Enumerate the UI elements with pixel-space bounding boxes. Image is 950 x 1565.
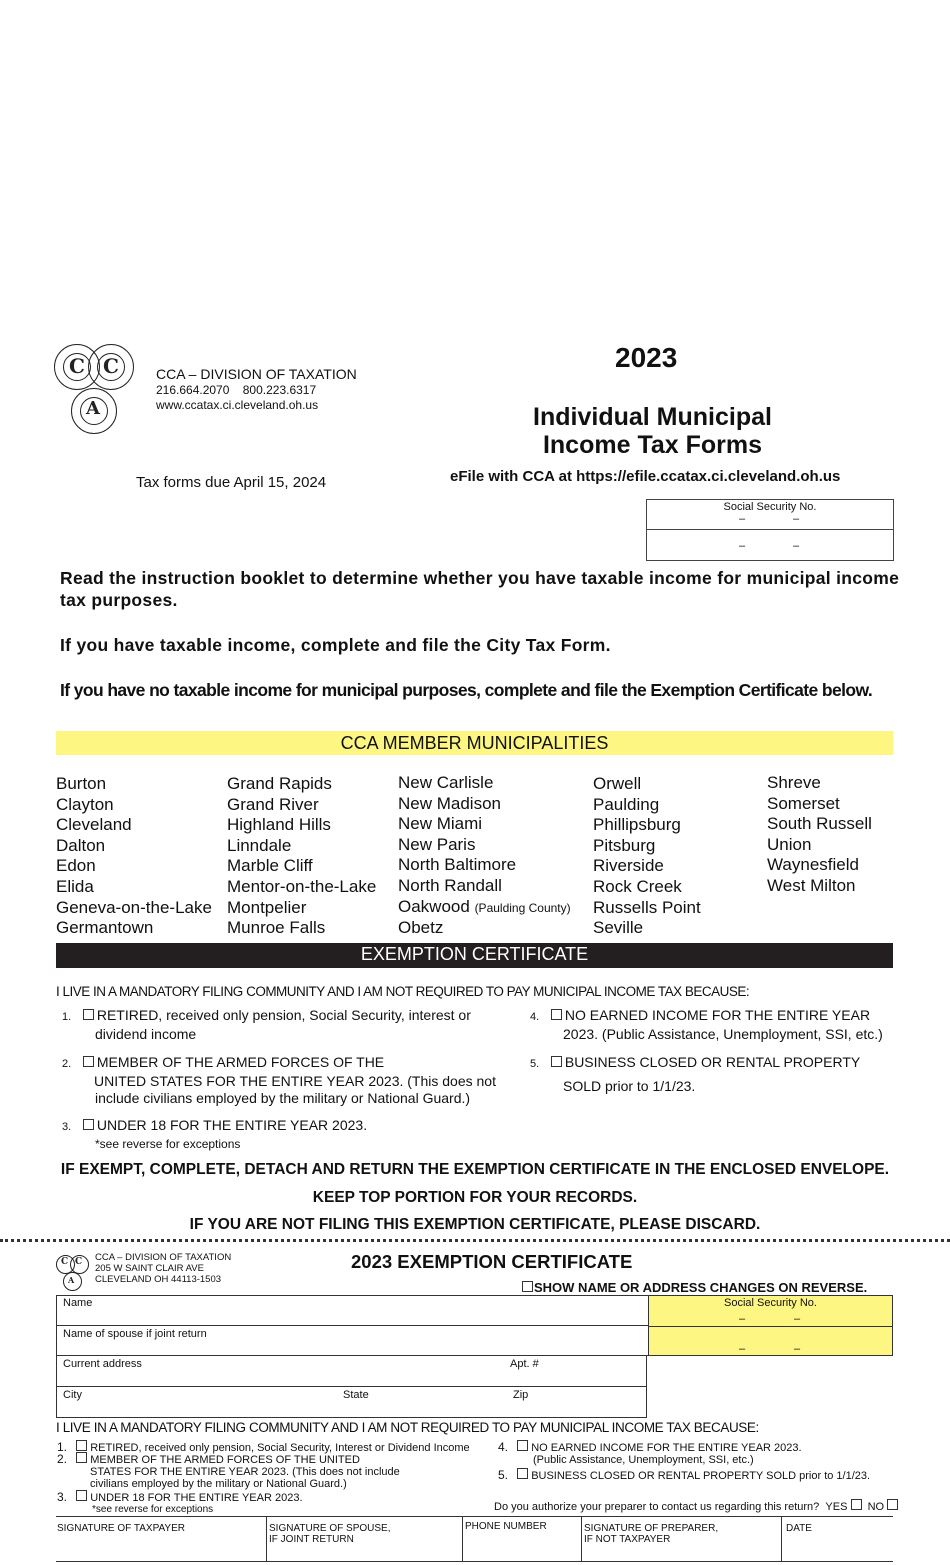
reason-2[interactable]: 2. MEMBER OF THE ARMED FORCES OF THE UNITED STATES FOR THE ENTIRE YEAR 2023. (This does not include civilians employed by the military or National Guard.) (62, 1054, 496, 1106)
cert-reason-1-checkbox[interactable] (76, 1440, 87, 1451)
list-item: Paulding (593, 794, 660, 814)
reason-1-checkbox[interactable] (83, 1009, 94, 1020)
ssn-box: Social Security No. – – – – (646, 499, 894, 561)
list-item: Linndale (227, 835, 292, 855)
list-item: Mentor-on-the-Lake (227, 876, 377, 896)
list-item: North Randall (398, 875, 502, 895)
list-item: Germantown (56, 918, 154, 938)
list-item: Grand Rapids (227, 774, 332, 793)
spouse-ssn-field[interactable] (649, 1327, 892, 1356)
signature-row (56, 1516, 893, 1562)
list-item: Dalton (56, 835, 106, 855)
instruction-3: If you have no taxable income for municipal purposes, complete and file the Exemption Certificate below. (60, 680, 873, 700)
reason-5[interactable]: 5. BUSINESS CLOSED OR RENTAL PROPERTY SOLD prior to 1/1/23. (530, 1054, 861, 1094)
date-field[interactable]: DATE (781, 1517, 894, 1561)
reason-2-checkbox[interactable] (83, 1056, 94, 1067)
show-changes-checkbox[interactable] (522, 1281, 533, 1292)
taxpayer-signature-field[interactable]: SIGNATURE OF TAXPAYER (57, 1523, 185, 1534)
due-date: Tax forms due April 15, 2024 (136, 474, 327, 491)
list-item: Cleveland (56, 815, 132, 835)
name-field[interactable]: Name (56, 1295, 648, 1326)
list-item: Phillipsburg (593, 815, 681, 835)
list-item: Somerset (767, 793, 840, 813)
list-item: Clayton (56, 794, 114, 814)
list-item: Burton (56, 774, 107, 793)
municipality-column-1 (56, 774, 212, 939)
list-item: Riverside (593, 856, 664, 876)
phone-number-field[interactable]: PHONE NUMBER (462, 1517, 582, 1561)
reason-3[interactable]: 3. UNDER 18 FOR THE ENTIRE YEAR 2023. *see reverse for exceptions (62, 1117, 368, 1151)
list-item: Pitsburg (593, 835, 656, 855)
list-item: North Baltimore (398, 855, 517, 875)
agency-name: CCA – DIVISION OF TAXATION (156, 366, 357, 382)
city-state-zip-field[interactable]: City State Zip (56, 1386, 647, 1418)
list-item: New Carlisle (398, 773, 494, 792)
cca-logo: C C A (54, 344, 134, 436)
agency-website: www.ccatax.ci.cleveland.oh.us (156, 398, 319, 412)
notice-keep: KEEP TOP PORTION FOR YOUR RECORDS. (312, 1189, 638, 1206)
certificate-intro: I LIVE IN A MANDATORY FILING COMMUNITY AND I AM NOT REQUIRED TO PAY MUNICIPAL INCOME TAX BECAUSE: (56, 1420, 759, 1435)
ssn-area: Social Security No. – – – – (648, 1295, 893, 1356)
list-item: Union (767, 834, 812, 854)
yes-checkbox[interactable] (851, 1499, 862, 1510)
ssn-field[interactable] (649, 1310, 892, 1326)
list-item: Obetz (398, 918, 444, 938)
cert-reason-5[interactable]: 5. BUSINESS CLOSED OR RENTAL PROPERTY SOLD prior to 1/1/23. (498, 1468, 871, 1482)
list-item: Shreve (767, 773, 821, 792)
certificate-title: 2023 EXEMPTION CERTIFICATE (351, 1251, 633, 1272)
instruction-1: Read the instruction booklet to determine whether you have taxable income for municipal income tax purposes. (60, 568, 900, 610)
cca-logo-small: C C A (56, 1255, 88, 1291)
municipality-column-3 (398, 773, 571, 939)
detach-line (0, 1239, 950, 1242)
preparer-authorization: Do you authorize your preparer to contact us regarding this return? YES NO (494, 1499, 901, 1513)
municipality-column-5 (767, 773, 872, 897)
list-item: Edon (56, 856, 96, 876)
list-item: Munroe Falls (227, 918, 326, 938)
cert-reason-2-checkbox[interactable] (76, 1452, 87, 1463)
ssn-input-top[interactable] (647, 512, 893, 528)
certificate-agency: CCA – DIVISION OF TAXATION 205 W SAINT CLAIR AVE CLEVELAND OH 44113-1503 (95, 1252, 232, 1285)
list-item: Rock Creek (593, 876, 682, 896)
list-item: West Milton (767, 875, 856, 895)
list-item: Montpelier (227, 897, 307, 917)
list-item: Seville (593, 918, 644, 938)
preparer-signature-field[interactable]: SIGNATURE OF PREPARER, IF NOT TAXPAYER (581, 1517, 782, 1561)
ssn-input-bottom[interactable] (647, 531, 893, 558)
list-item: Oakwood (Paulding County) (398, 896, 571, 916)
municipality-column-4 (593, 774, 701, 939)
reason-4-checkbox[interactable] (551, 1009, 562, 1020)
agency-phones: 216.664.2070 800.223.6317 (156, 383, 317, 397)
no-checkbox[interactable] (887, 1499, 898, 1510)
list-item: New Miami (398, 814, 483, 834)
exemption-heading: EXEMPTION CERTIFICATE (56, 943, 893, 968)
list-item: Waynesfield (767, 855, 859, 875)
municipality-column-2 (227, 774, 376, 939)
notice-discard: IF YOU ARE NOT FILING THIS EXEMPTION CERTIFICATE, PLEASE DISCARD. (189, 1216, 761, 1233)
efile-notice: eFile with CCA at https://efile.ccatax.ci.cleveland.oh.us (450, 468, 841, 485)
taxpayer-info-form (56, 1295, 893, 1401)
reason-5-checkbox[interactable] (551, 1056, 562, 1067)
spouse-signature-field[interactable]: SIGNATURE OF SPOUSE, IF JOINT RETURN (266, 1517, 463, 1561)
list-item: Marble Cliff (227, 856, 313, 876)
spouse-name-field[interactable]: Name of spouse if joint return (56, 1325, 648, 1356)
list-item: Geneva-on-the-Lake (56, 897, 212, 917)
instruction-2: If you have taxable income, complete and file the City Tax Form. (60, 635, 611, 655)
cert-reason-4[interactable]: 4. NO EARNED INCOME FOR THE ENTIRE YEAR 2023. (Public Assistance, Unemployment, SSI, etc.) (498, 1440, 802, 1466)
reason-1[interactable]: 1. RETIRED, received only pension, Social Security, interest or dividend income (62, 1007, 471, 1042)
list-item: Russells Point (593, 897, 701, 917)
list-item: Elida (56, 876, 94, 896)
reason-4[interactable]: 4. NO EARNED INCOME FOR THE ENTIRE YEAR 2023. (Public Assistance, Unemployment, SSI, etc.) (530, 1007, 883, 1042)
cert-reason-3[interactable]: 3. UNDER 18 FOR THE ENTIRE YEAR 2023. *see reverse for exceptions (57, 1490, 303, 1515)
list-item: Highland Hills (227, 815, 331, 835)
page-title: Individual Municipal Income Tax Forms (533, 403, 772, 459)
cert-reason-5-checkbox[interactable] (517, 1468, 528, 1479)
list-item: South Russell (767, 814, 872, 834)
cert-reason-4-checkbox[interactable] (517, 1440, 528, 1451)
reason-3-checkbox[interactable] (83, 1119, 94, 1130)
list-item: New Madison (398, 793, 501, 813)
list-item: New Paris (398, 834, 476, 854)
exemption-intro: I LIVE IN A MANDATORY FILING COMMUNITY AND I AM NOT REQUIRED TO PAY MUNICIPAL INCOME TAX BECAUSE: (56, 984, 750, 999)
address-field[interactable]: Current address Apt. # (56, 1355, 647, 1387)
municipalities-heading: CCA MEMBER MUNICIPALITIES (56, 731, 893, 755)
show-changes[interactable]: SHOW NAME OR ADDRESS CHANGES ON REVERSE. (522, 1280, 867, 1295)
notice-return: IF EXEMPT, COMPLETE, DETACH AND RETURN THE EXEMPTION CERTIFICATE IN THE ENCLOSED ENVELOPE. (60, 1161, 890, 1178)
tax-year: 2023 (615, 342, 678, 373)
list-item: Orwell (593, 774, 642, 793)
cert-reason-2[interactable]: 2. MEMBER OF THE ARMED FORCES OF THE UNITED STATES FOR THE ENTIRE YEAR 2023. (This does not include civilians employed by the military or National Guard.) (57, 1452, 400, 1490)
oakwood-note: (Paulding County) (474, 900, 571, 915)
list-item: Grand River (227, 794, 319, 814)
cert-reason-3-checkbox[interactable] (76, 1490, 87, 1501)
cert-reason-1[interactable]: 1. RETIRED, received only pension, Social Security, Interest or Dividend Income (57, 1440, 470, 1454)
